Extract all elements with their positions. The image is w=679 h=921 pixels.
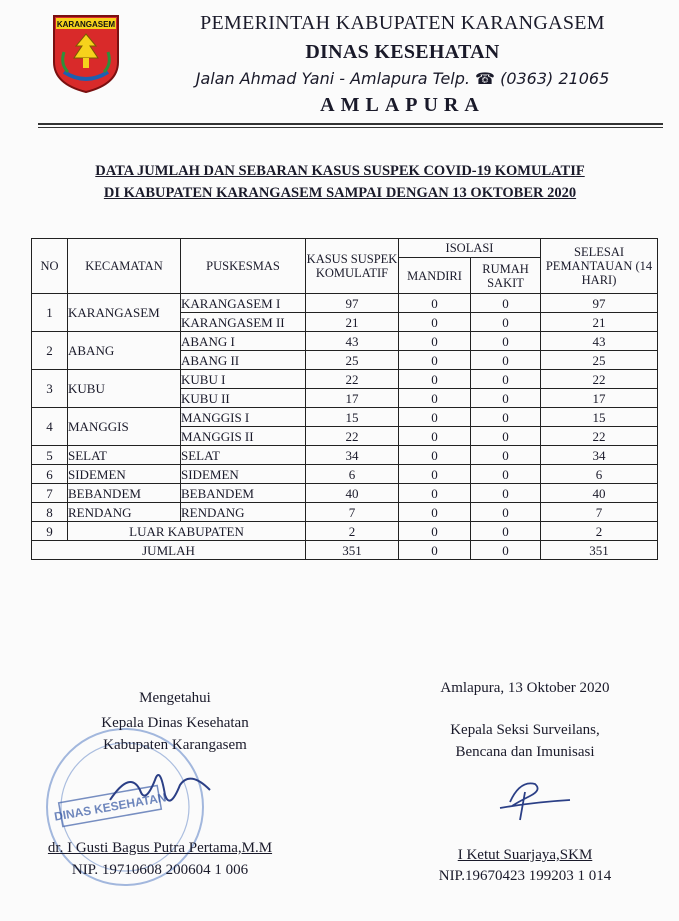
left-sign-office: Kabupaten Karangasem xyxy=(103,737,247,753)
cell-rumah-sakit: 0 xyxy=(471,522,541,541)
cell-kecamatan: SELAT xyxy=(68,446,181,465)
cell-puskesmas: KUBU II xyxy=(181,389,306,408)
header-puskesmas: PUSKESMAS xyxy=(181,239,306,294)
cell-selesai: 7 xyxy=(541,503,658,522)
cell-kasus: 22 xyxy=(306,370,399,389)
signature-right xyxy=(480,772,580,822)
cell-no: 8 xyxy=(32,503,68,522)
cell-luar-kabupaten: LUAR KABUPATEN xyxy=(68,522,306,541)
letterhead-rule-thin xyxy=(38,127,663,128)
table-row xyxy=(32,294,658,313)
cell-mandiri: 0 xyxy=(399,408,471,427)
table-row-total xyxy=(32,541,658,560)
cell-puskesmas: ABANG I xyxy=(181,332,306,351)
table-row-luar-kabupaten xyxy=(32,522,658,541)
cell-puskesmas: RENDANG xyxy=(181,503,306,522)
cell-kecamatan: MANGGIS xyxy=(68,408,181,446)
letterhead-address: Jalan Ahmad Yani - Amlapura Telp. ☎ (0363) 21065 xyxy=(195,69,610,88)
cell-selesai: 21 xyxy=(541,313,658,332)
cell-kecamatan: KARANGASEM xyxy=(68,294,181,332)
cell-mandiri: 0 xyxy=(399,465,471,484)
cell-rumah-sakit: 0 xyxy=(471,446,541,465)
cell-kasus: 22 xyxy=(306,427,399,446)
table-row xyxy=(32,503,658,522)
cell-selesai: 97 xyxy=(541,294,658,313)
letterhead-rule-thick xyxy=(38,123,663,125)
header-rumah-sakit: RUMAH SAKIT xyxy=(471,258,541,294)
header-selesai: SELESAI PEMANTAUAN (14 HARI) xyxy=(541,239,658,294)
cell-rumah-sakit: 0 xyxy=(471,351,541,370)
cell-no: 1 xyxy=(32,294,68,332)
cell-kasus: 17 xyxy=(306,389,399,408)
cell-kecamatan: ABANG xyxy=(68,332,181,370)
cell-mandiri: 0 xyxy=(399,503,471,522)
cell-total-selesai: 351 xyxy=(541,541,658,560)
table-row xyxy=(32,408,658,427)
cell-kasus: 34 xyxy=(306,446,399,465)
cell-kasus: 43 xyxy=(306,332,399,351)
table-row xyxy=(32,332,658,351)
cell-selesai: 2 xyxy=(541,522,658,541)
stamp-text: DINAS KESEHATAN xyxy=(53,790,168,824)
cell-no: 4 xyxy=(32,408,68,446)
cell-puskesmas: ABANG II xyxy=(181,351,306,370)
cell-no: 3 xyxy=(32,370,68,408)
cell-rumah-sakit: 0 xyxy=(471,484,541,503)
karangasem-logo xyxy=(50,12,122,94)
cell-rumah-sakit: 0 xyxy=(471,408,541,427)
logo-text: KARANGASEM xyxy=(56,20,116,29)
signature-left xyxy=(100,760,220,820)
right-signer-nip: NIP.19670423 199203 1 014 xyxy=(438,868,612,884)
cell-rumah-sakit: 0 xyxy=(471,294,541,313)
cell-selesai: 40 xyxy=(541,484,658,503)
left-sign-title: Kepala Dinas Kesehatan xyxy=(101,715,249,731)
cell-puskesmas: KUBU I xyxy=(181,370,306,389)
table-row xyxy=(32,370,658,389)
cell-selesai: 22 xyxy=(541,427,658,446)
left-signer-name: dr. I Gusti Bagus Putra Pertama,M.M xyxy=(47,840,273,856)
cell-mandiri: 0 xyxy=(399,294,471,313)
cell-mandiri: 0 xyxy=(399,389,471,408)
cell-selesai: 25 xyxy=(541,351,658,370)
cell-no: 7 xyxy=(32,484,68,503)
cell-puskesmas: SIDEMEN xyxy=(181,465,306,484)
cell-selesai: 6 xyxy=(541,465,658,484)
header-mandiri: MANDIRI xyxy=(399,258,471,294)
cell-total-kasus: 351 xyxy=(306,541,399,560)
cell-mandiri: 0 xyxy=(399,351,471,370)
cell-puskesmas: MANGGIS II xyxy=(181,427,306,446)
left-sign-label: Mengetahui xyxy=(139,690,211,706)
cell-kecamatan: SIDEMEN xyxy=(68,465,181,484)
cell-total-mandiri: 0 xyxy=(399,541,471,560)
cell-selesai: 34 xyxy=(541,446,658,465)
cell-mandiri: 0 xyxy=(399,427,471,446)
letterhead-government: PEMERINTAH KABUPATEN KARANGASEM xyxy=(200,12,605,34)
covid-case-table xyxy=(31,238,658,560)
cell-mandiri: 0 xyxy=(399,370,471,389)
cell-rumah-sakit: 0 xyxy=(471,427,541,446)
document-title-line1: DATA JUMLAH DAN SEBARAN KASUS SUSPEK COVID-19 KOMULATIF xyxy=(95,163,585,179)
table-row xyxy=(32,465,658,484)
table-row xyxy=(32,484,658,503)
cell-kasus: 7 xyxy=(306,503,399,522)
cell-total-rumah-sakit: 0 xyxy=(471,541,541,560)
right-sign-title-2: Bencana dan Imunisasi xyxy=(455,744,595,760)
right-sign-title: Kepala Seksi Surveilans, xyxy=(450,722,600,738)
header-kecamatan: KECAMATAN xyxy=(68,239,181,294)
cell-selesai: 43 xyxy=(541,332,658,351)
cell-puskesmas: SELAT xyxy=(181,446,306,465)
document-title-line2: DI KABUPATEN KARANGASEM SAMPAI DENGAN 13 OKTOBER 2020 xyxy=(103,185,577,201)
cell-jumlah-label: JUMLAH xyxy=(32,541,306,560)
sign-date: Amlapura, 13 Oktober 2020 xyxy=(440,680,610,696)
cell-rumah-sakit: 0 xyxy=(471,370,541,389)
cell-selesai: 22 xyxy=(541,370,658,389)
cell-mandiri: 0 xyxy=(399,332,471,351)
cell-kecamatan: BEBANDEM xyxy=(68,484,181,503)
left-signer-nip: NIP. 19710608 200604 1 006 xyxy=(71,862,249,878)
cell-kecamatan: RENDANG xyxy=(68,503,181,522)
cell-kasus: 6 xyxy=(306,465,399,484)
header-no: NO xyxy=(32,239,68,294)
cell-no: 2 xyxy=(32,332,68,370)
cell-no: 9 xyxy=(32,522,68,541)
cell-kasus: 97 xyxy=(306,294,399,313)
header-kasus: KASUS SUSPEK KOMULATIF xyxy=(306,239,399,294)
cell-kasus: 21 xyxy=(306,313,399,332)
cell-rumah-sakit: 0 xyxy=(471,332,541,351)
table-row xyxy=(32,446,658,465)
cell-mandiri: 0 xyxy=(399,313,471,332)
right-signer-name: I Ketut Suarjaya,SKM xyxy=(457,847,593,863)
cell-puskesmas: KARANGASEM I xyxy=(181,294,306,313)
cell-no: 6 xyxy=(32,465,68,484)
cell-kasus: 2 xyxy=(306,522,399,541)
cell-rumah-sakit: 0 xyxy=(471,313,541,332)
cell-mandiri: 0 xyxy=(399,522,471,541)
cell-puskesmas: BEBANDEM xyxy=(181,484,306,503)
cell-rumah-sakit: 0 xyxy=(471,465,541,484)
cell-kecamatan: KUBU xyxy=(68,370,181,408)
letterhead-office: DINAS KESEHATAN xyxy=(305,41,500,63)
cell-rumah-sakit: 0 xyxy=(471,389,541,408)
cell-selesai: 17 xyxy=(541,389,658,408)
cell-mandiri: 0 xyxy=(399,484,471,503)
cell-mandiri: 0 xyxy=(399,446,471,465)
header-isolasi: ISOLASI xyxy=(399,239,541,258)
cell-puskesmas: KARANGASEM II xyxy=(181,313,306,332)
cell-kasus: 40 xyxy=(306,484,399,503)
letterhead-city: AMLAPURA xyxy=(320,94,485,116)
cell-no: 5 xyxy=(32,446,68,465)
cell-puskesmas: MANGGIS I xyxy=(181,408,306,427)
cell-kasus: 25 xyxy=(306,351,399,370)
cell-selesai: 15 xyxy=(541,408,658,427)
cell-kasus: 15 xyxy=(306,408,399,427)
cell-rumah-sakit: 0 xyxy=(471,503,541,522)
